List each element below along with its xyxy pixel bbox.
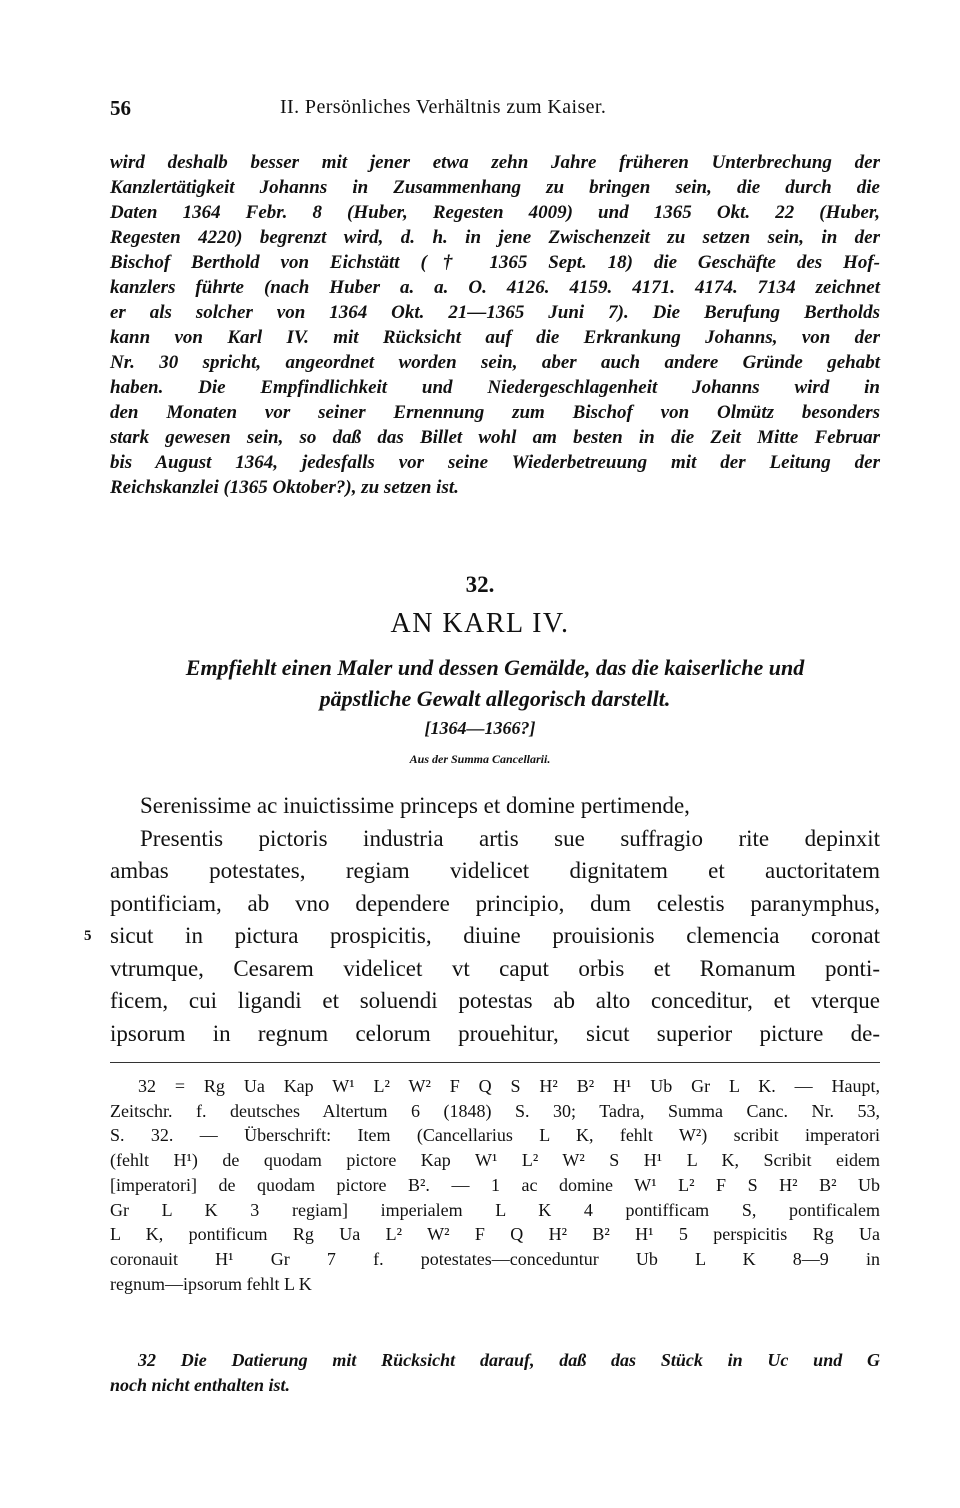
commentary-line: Reichskanzlei (1365 Oktober?), zu setzen ist. bbox=[110, 477, 459, 498]
latin-line-text: sicut in pictura prospicitis, diuine prouisionis clemencia coronat bbox=[110, 923, 880, 948]
commentary-line: kanzlers führte (nach Huber a. a. O. 4126. 4159. 4171. 4174. 7134 zeichnet bbox=[110, 277, 880, 298]
latin-line: ipsorum in regnum celorum prouehitur, sicut superior picture de- bbox=[110, 1020, 880, 1046]
document-title: AN KARL IV. bbox=[390, 608, 570, 639]
summary-line: Empfiehlt einen Maler und dessen Gemälde, das die kaiserliche und bbox=[185, 655, 805, 680]
apparatus-line: coronauit H¹ Gr 7 f. potestates—conceduntur Ub L K 8—9 in bbox=[110, 1248, 880, 1269]
apparatus-line: Gr L K 3 regiam] imperialem L K 4 pontifficam S, pontificalem bbox=[110, 1199, 880, 1220]
latin-line: Serenissime ac inuictissime princeps et domine pertimende, bbox=[140, 793, 690, 818]
commentary-line: Daten 1364 Febr. 8 (Huber, Regesten 4009) und 1365 Okt. 22 (Huber, bbox=[110, 202, 880, 223]
footnote-divider bbox=[110, 1062, 880, 1063]
summary-line: päpstliche Gewalt allegorisch darstellt. bbox=[319, 686, 671, 711]
note-line: noch nicht enthalten ist. bbox=[110, 1375, 291, 1395]
apparatus-line: Zeitschr. f. deutsches Altertum 6 (1848) S. 30; Tadra, Summa Canc. Nr. 53, bbox=[110, 1100, 880, 1121]
commentary-paragraph bbox=[110, 150, 880, 500]
latin-line: vtrumque, Cesarem videlicet vt caput orbis et Romanum ponti- bbox=[110, 955, 880, 981]
commentary-line: Nr. 30 spricht, angeordnet worden sein, aber auch andere Gründe gehabt bbox=[110, 352, 880, 373]
line-number-marker: 5 bbox=[84, 928, 92, 944]
latin-line: ambas potestates, regiam videlicet dignitatem et auctoritatem bbox=[110, 858, 880, 883]
apparatus-line: S. 32. — Überschrift: Item (Cancellarius L K, fehlt W²) scribit imperatori bbox=[110, 1125, 880, 1146]
commentary-line: wird deshalb besser mit jener etwa zehn Jahre früheren Unterbrechung der bbox=[110, 152, 880, 173]
commentary-line: Kanzlertätigkeit Johanns in Zusammenhang zu bringen sein, die durch die bbox=[110, 177, 880, 198]
apparatus-line: (fehlt H¹) de quodam pictore Kap W¹ L² W² S H¹ L K, Scribit eidem bbox=[110, 1150, 880, 1171]
apparatus-line: L K, pontificum Rg Ua L² W² F Q H² B² H¹ 5 perspicitis Rg Ua bbox=[110, 1224, 880, 1245]
commentary-line: bis August 1364, jedesfalls vor seine Wiederbetreuung mit der Leitung der bbox=[110, 452, 880, 473]
dating-note bbox=[110, 1348, 880, 1398]
apparatus-line: regnum—ipsorum fehlt L K bbox=[110, 1273, 312, 1294]
running-head: II. Persönliches Verhältnis zum Kaiser. bbox=[280, 96, 607, 118]
latin-line bbox=[84, 920, 880, 953]
latin-line: Presentis pictoris industria artis sue suffragio rite depinxit bbox=[140, 825, 880, 851]
document-source: Aus der Summa Cancellarii. bbox=[409, 752, 551, 766]
commentary-line: haben. Die Empfindlichkeit und Niedergeschlagenheit Johanns wird in bbox=[110, 377, 880, 398]
page-number: 56 bbox=[110, 96, 131, 120]
latin-line: pontificiam, ab vno dependere principio, dum celestis paranymphus, bbox=[110, 890, 880, 916]
document-number: 32. bbox=[465, 572, 495, 597]
apparatus-line: 32 = Rg Ua Kap W¹ L² W² F Q S H² B² H¹ Ub Gr L K. — Haupt, bbox=[138, 1076, 880, 1096]
commentary-line: Regesten 4220) begrenzt wird, d. h. in jene Zwischenzeit zu setzen sein, in der bbox=[110, 227, 880, 248]
commentary-line: stark gewesen sein, so daß das Billet wohl am besten in die Zeit Mitte Februar bbox=[110, 427, 880, 448]
commentary-line: er als solcher von 1364 Okt. 21—1365 Juni 7). Die Berufung Bertholds bbox=[110, 302, 880, 323]
page-header bbox=[110, 96, 880, 128]
commentary-line: kann von Karl IV. mit Rücksicht auf die Erkrankung Johanns, von der bbox=[110, 327, 880, 348]
latin-line: ficem, cui ligandi et soluendi potestas ab alto conceditur, et vterque bbox=[110, 988, 880, 1013]
commentary-line: den Monaten vor seiner Ernennung zum Bischof von Olmütz besonders bbox=[110, 402, 880, 423]
commentary-line: Bischof Berthold von Eichstätt († 1365 Sept. 18) die Geschäfte des Hof- bbox=[110, 252, 880, 273]
document-date: [1364—1366?] bbox=[424, 718, 536, 738]
apparatus-line: [imperatori] de quodam pictore B². — 1 ac domine W¹ L² F S H² B² Ub bbox=[110, 1174, 880, 1195]
note-line: 32 Die Datierung mit Rücksicht darauf, daß das Stück in Uc und G bbox=[138, 1350, 880, 1370]
latin-text bbox=[84, 790, 880, 1050]
critical-apparatus bbox=[110, 1074, 880, 1296]
document-summary bbox=[110, 652, 880, 714]
